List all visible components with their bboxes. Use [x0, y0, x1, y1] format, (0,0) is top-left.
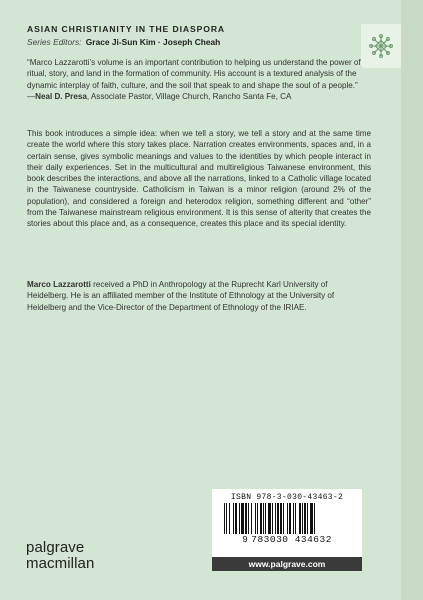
publisher-logo-line2: macmillan [26, 554, 95, 572]
spine-edge [401, 0, 423, 600]
isbn-label: ISBN 978-3-030-43463-2 [230, 493, 344, 502]
series-title: ASIAN CHRISTIANITY IN THE DIASPORA [27, 24, 226, 34]
series-editors-names: Grace Ji-Sun Kim · Joseph Cheah [85, 37, 221, 47]
quote-affiliation: , Associate Pastor, Village Church, Rancho Santa Fe, CA [86, 91, 292, 101]
isbn-digit-groups: 783030 434632 [251, 534, 332, 545]
quote-text: “Marco Lazzarotti’s volume is an important contribution to helping us understand the power of ritual, story, and land in the formation of community. His account is a textured analysis of the dynamic interplay of faith, culture, and the soil that speak to and shape the soul of a people.” [27, 58, 361, 90]
publisher-url[interactable]: www.palgrave.com [212, 557, 362, 571]
book-description: This book introduces a simple idea: when we tell a story, we tell a story and at the same time create the world where this story takes place. Narration creates environments, spaces and, in a certain sense, gives symbolic meanings and values to the identities by which people interact in their daily experiences. Set in the multicultural and multireligious Taiwanese environment, this book describes the interactions, and above all the narrations, linked to a Catholic village located in the Taiwanese countryside. Catholicism in Taiwan is a minor religion (around 2% of the population), and considered a foreign and heterodox religion, something different and “other” from the Taiwanese mainstream religious environment. It is this sense of alterity that creates the stories about this place and, as a consequence, creates this place and its special identity. [27, 129, 371, 229]
series-editors [27, 37, 220, 47]
barcode-graphic [224, 503, 350, 534]
isbn-lead-digit: 9 [242, 534, 249, 545]
palgrave-star-icon [369, 34, 393, 58]
publisher-logo-line1: palgrave [26, 539, 85, 556]
barcode-panel [212, 489, 362, 571]
quote-dash: — [27, 91, 36, 101]
quote-author: Neal D. Presa [35, 91, 87, 101]
isbn-digits [212, 534, 362, 545]
publisher-logo [26, 540, 94, 571]
endorsement-quote [27, 57, 371, 102]
author-bio [27, 279, 371, 313]
author-name: Marco Lazzarotti [27, 280, 91, 289]
series-editors-label: Series Editors: [27, 37, 82, 47]
quote-attribution [27, 91, 371, 102]
author-bio-text: received a PhD in Anthropology at the Ruprecht Karl University of Heidelberg. He is an affiliated member of the Institute of Ethnology at the University of Heidelberg and the Vice-Director of the Department of Ethnology of the IRIAE. [27, 280, 335, 312]
